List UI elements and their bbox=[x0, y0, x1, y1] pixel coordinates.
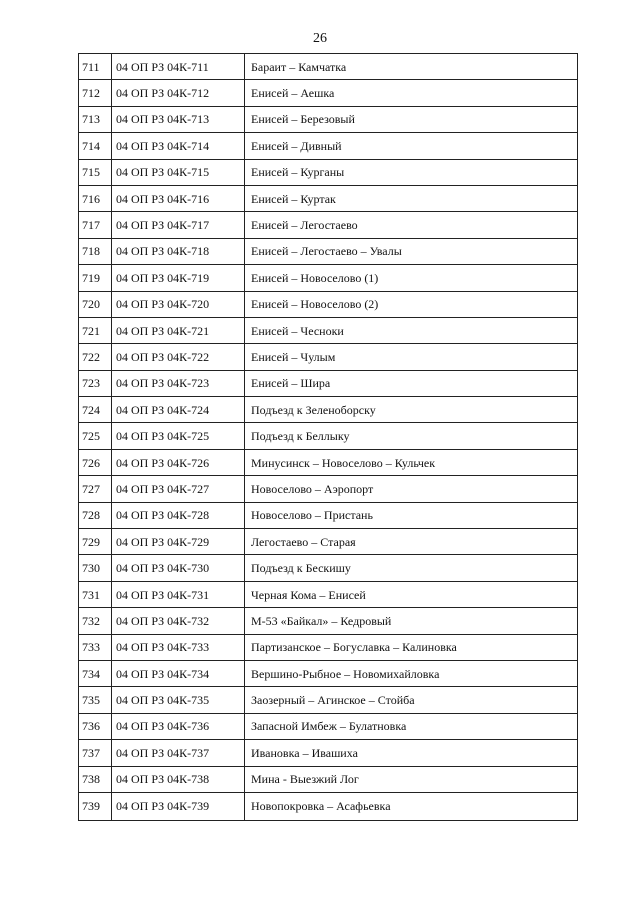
road-code-cell: 04 ОП РЗ 04К-721 bbox=[112, 317, 245, 343]
row-number-cell: 718 bbox=[79, 238, 112, 264]
table-row bbox=[79, 766, 578, 792]
table-row bbox=[79, 581, 578, 607]
road-code-cell: 04 ОП РЗ 04К-725 bbox=[112, 423, 245, 449]
row-number-cell: 727 bbox=[79, 476, 112, 502]
road-code-cell: 04 ОП РЗ 04К-713 bbox=[112, 106, 245, 132]
road-name-cell: Минусинск – Новоселово – Кульчек bbox=[245, 449, 578, 475]
road-name-cell: Енисей – Легостаево – Увалы bbox=[245, 238, 578, 264]
road-code-cell: 04 ОП РЗ 04К-727 bbox=[112, 476, 245, 502]
road-code-cell: 04 ОП РЗ 04К-737 bbox=[112, 740, 245, 766]
row-number-cell: 725 bbox=[79, 423, 112, 449]
road-code-cell: 04 ОП РЗ 04К-717 bbox=[112, 212, 245, 238]
road-name-cell: Енисей – Шира bbox=[245, 370, 578, 396]
road-name-cell: Подъезд к Бескишу bbox=[245, 555, 578, 581]
road-code-cell: 04 ОП РЗ 04К-730 bbox=[112, 555, 245, 581]
road-name-cell: Енисей – Легостаево bbox=[245, 212, 578, 238]
road-code-cell: 04 ОП РЗ 04К-724 bbox=[112, 397, 245, 423]
table-row bbox=[79, 212, 578, 238]
road-name-cell: Легостаево – Старая bbox=[245, 529, 578, 555]
road-code-cell: 04 ОП РЗ 04К-734 bbox=[112, 660, 245, 686]
table-row bbox=[79, 476, 578, 502]
row-number-cell: 726 bbox=[79, 449, 112, 475]
table-row bbox=[79, 449, 578, 475]
table-row bbox=[79, 80, 578, 106]
road-code-cell: 04 ОП РЗ 04К-714 bbox=[112, 133, 245, 159]
table-row bbox=[79, 660, 578, 686]
road-code-cell: 04 ОП РЗ 04К-739 bbox=[112, 792, 245, 820]
table-row bbox=[79, 792, 578, 820]
row-number-cell: 712 bbox=[79, 80, 112, 106]
row-number-cell: 738 bbox=[79, 766, 112, 792]
row-number-cell: 728 bbox=[79, 502, 112, 528]
table-row bbox=[79, 555, 578, 581]
table-row bbox=[79, 238, 578, 264]
road-code-cell: 04 ОП РЗ 04К-712 bbox=[112, 80, 245, 106]
road-name-cell: Енисей – Куртак bbox=[245, 185, 578, 211]
page-number: 26 bbox=[313, 31, 327, 46]
row-number-cell: 729 bbox=[79, 529, 112, 555]
road-code-cell: 04 ОП РЗ 04К-732 bbox=[112, 608, 245, 634]
table-row bbox=[79, 687, 578, 713]
row-number-cell: 716 bbox=[79, 185, 112, 211]
table-row bbox=[79, 133, 578, 159]
road-name-cell: М-53 «Байкал» – Кедровый bbox=[245, 608, 578, 634]
road-name-cell: Ивановка – Ивашиха bbox=[245, 740, 578, 766]
road-name-cell: Енисей – Аешка bbox=[245, 80, 578, 106]
row-number-cell: 721 bbox=[79, 317, 112, 343]
row-number-cell: 719 bbox=[79, 265, 112, 291]
road-code-cell: 04 ОП РЗ 04К-715 bbox=[112, 159, 245, 185]
roads-table-body bbox=[79, 54, 578, 821]
row-number-cell: 733 bbox=[79, 634, 112, 660]
road-code-cell: 04 ОП РЗ 04К-729 bbox=[112, 529, 245, 555]
row-number-cell: 736 bbox=[79, 713, 112, 739]
road-code-cell: 04 ОП РЗ 04К-716 bbox=[112, 185, 245, 211]
row-number-cell: 711 bbox=[79, 54, 112, 80]
road-name-cell: Черная Кома – Енисей bbox=[245, 581, 578, 607]
road-code-cell: 04 ОП РЗ 04К-736 bbox=[112, 713, 245, 739]
road-code-cell: 04 ОП РЗ 04К-722 bbox=[112, 344, 245, 370]
road-name-cell: Енисей – Дивный bbox=[245, 133, 578, 159]
road-code-cell: 04 ОП РЗ 04К-723 bbox=[112, 370, 245, 396]
table-row bbox=[79, 344, 578, 370]
table-row bbox=[79, 185, 578, 211]
road-name-cell: Енисей – Новоселово (2) bbox=[245, 291, 578, 317]
row-number-cell: 714 bbox=[79, 133, 112, 159]
road-name-cell: Енисей – Курганы bbox=[245, 159, 578, 185]
table-row bbox=[79, 397, 578, 423]
road-name-cell: Енисей – Березовый bbox=[245, 106, 578, 132]
road-code-cell: 04 ОП РЗ 04К-728 bbox=[112, 502, 245, 528]
table-row bbox=[79, 608, 578, 634]
roads-table bbox=[78, 53, 578, 821]
road-code-cell: 04 ОП РЗ 04К-738 bbox=[112, 766, 245, 792]
table-row bbox=[79, 423, 578, 449]
table-row bbox=[79, 502, 578, 528]
road-code-cell: 04 ОП РЗ 04К-726 bbox=[112, 449, 245, 475]
row-number-cell: 735 bbox=[79, 687, 112, 713]
table-row bbox=[79, 713, 578, 739]
road-name-cell: Заозерный – Агинское – Стойба bbox=[245, 687, 578, 713]
table-row bbox=[79, 370, 578, 396]
table-row bbox=[79, 317, 578, 343]
road-name-cell: Подъезд к Зеленоборску bbox=[245, 397, 578, 423]
road-name-cell: Новопокровка – Асафьевка bbox=[245, 792, 578, 820]
road-code-cell: 04 ОП РЗ 04К-735 bbox=[112, 687, 245, 713]
road-code-cell: 04 ОП РЗ 04К-718 bbox=[112, 238, 245, 264]
row-number-cell: 715 bbox=[79, 159, 112, 185]
road-name-cell: Енисей – Чулым bbox=[245, 344, 578, 370]
table-row bbox=[79, 529, 578, 555]
table-row bbox=[79, 634, 578, 660]
row-number-cell: 730 bbox=[79, 555, 112, 581]
row-number-cell: 734 bbox=[79, 660, 112, 686]
table-row bbox=[79, 265, 578, 291]
road-name-cell: Бараит – Камчатка bbox=[245, 54, 578, 80]
road-name-cell: Партизанское – Богуславка – Калиновка bbox=[245, 634, 578, 660]
row-number-cell: 717 bbox=[79, 212, 112, 238]
table-row bbox=[79, 291, 578, 317]
table-row bbox=[79, 159, 578, 185]
road-name-cell: Енисей – Новоселово (1) bbox=[245, 265, 578, 291]
road-name-cell: Запасной Имбеж – Булатновка bbox=[245, 713, 578, 739]
road-code-cell: 04 ОП РЗ 04К-720 bbox=[112, 291, 245, 317]
table-row bbox=[79, 106, 578, 132]
row-number-cell: 724 bbox=[79, 397, 112, 423]
road-code-cell: 04 ОП РЗ 04К-731 bbox=[112, 581, 245, 607]
row-number-cell: 713 bbox=[79, 106, 112, 132]
road-code-cell: 04 ОП РЗ 04К-711 bbox=[112, 54, 245, 80]
row-number-cell: 732 bbox=[79, 608, 112, 634]
row-number-cell: 723 bbox=[79, 370, 112, 396]
row-number-cell: 731 bbox=[79, 581, 112, 607]
road-name-cell: Мина - Выезжий Лог bbox=[245, 766, 578, 792]
table-row bbox=[79, 740, 578, 766]
road-name-cell: Новоселово – Пристань bbox=[245, 502, 578, 528]
road-code-cell: 04 ОП РЗ 04К-719 bbox=[112, 265, 245, 291]
row-number-cell: 737 bbox=[79, 740, 112, 766]
row-number-cell: 722 bbox=[79, 344, 112, 370]
road-name-cell: Новоселово – Аэропорт bbox=[245, 476, 578, 502]
road-code-cell: 04 ОП РЗ 04К-733 bbox=[112, 634, 245, 660]
road-name-cell: Подъезд к Беллыку bbox=[245, 423, 578, 449]
road-name-cell: Вершино-Рыбное – Новомихайловка bbox=[245, 660, 578, 686]
row-number-cell: 720 bbox=[79, 291, 112, 317]
row-number-cell: 739 bbox=[79, 792, 112, 820]
road-name-cell: Енисей – Чесноки bbox=[245, 317, 578, 343]
table-row bbox=[79, 54, 578, 80]
